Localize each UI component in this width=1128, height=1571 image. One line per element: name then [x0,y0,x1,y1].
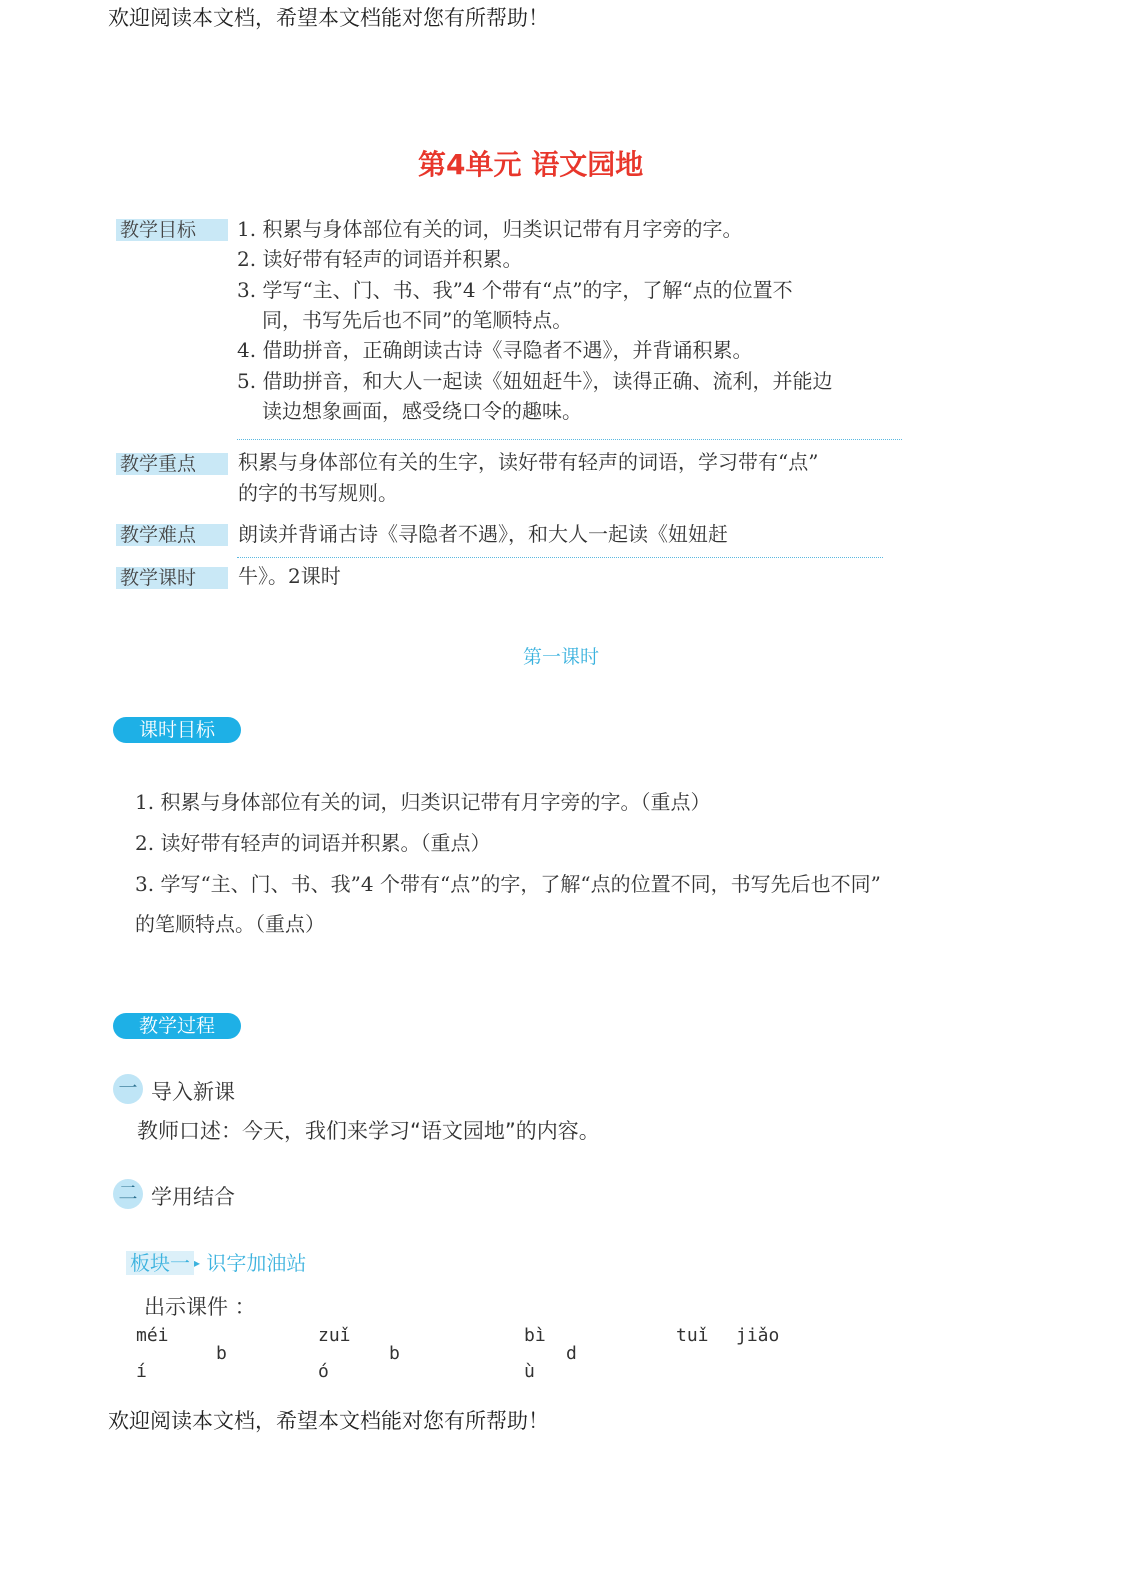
pinyin-o: ó [318,1361,329,1382]
lesson-goal-line-2: 2. 读好带有轻声的词语并积累。（重点） [135,831,491,855]
goal-line-3-cont: 同，书写先后也不同”的笔顺特点。 [262,308,573,332]
key-label: 教学重点 [116,453,228,475]
hours-label: 教学课时 [116,567,228,589]
step-1-title: 导入新课 [151,1080,235,1104]
goal-line-5: 5. 借助拼音，和大人一起读《妞妞赶牛》，读得正确、流利，并能边 [237,369,833,393]
goal-line-2: 2. 读好带有轻声的词语并积累。 [237,247,523,271]
block-1-label: 板块一 [126,1251,194,1275]
step-1-text: 教师口述：今天，我们来学习“语文园地”的内容。 [137,1119,600,1143]
header-note: 欢迎阅读本文档，希望本文档能对您有所帮助！ [108,6,549,30]
goal-line-5-cont: 读边想象画面，感受绕口令的趣味。 [262,399,582,423]
pinyin-d: d [566,1343,577,1364]
goal-line-3: 3. 学写“主、门、书、我”4 个带有“点”的字，了解“点的位置不 [237,278,793,302]
step-1-number: 一 [113,1074,143,1104]
goal-line-1: 1. 积累与身体部位有关的词，归类识记带有月字旁的字。 [237,217,743,241]
pinyin-bi: bì [524,1325,546,1346]
page-title: 第4单元 语文园地 [418,148,644,181]
process-pill: 教学过程 [113,1013,241,1039]
lesson-heading: 第一课时 [523,646,600,668]
courseware-label: 出示课件 ： [144,1295,256,1319]
difficulty-text: 朗读并背诵古诗《寻隐者不遇》，和大人一起读《妞妞赶 [238,522,728,546]
pinyin-u: ù [524,1361,535,1382]
footer-note: 欢迎阅读本文档，希望本文档能对您有所帮助！ [108,1409,549,1433]
goal-line-4: 4. 借助拼音，正确朗读古诗《寻隐者不遇》，并背诵积累。 [237,338,753,362]
lesson-goals-pill: 课时目标 [113,717,241,743]
pinyin-i: í [136,1361,147,1382]
lesson-goal-line-1: 1. 积累与身体部位有关的词，归类识记带有月字旁的字。（重点） [135,790,711,814]
pinyin-jiao: jiǎo [736,1325,780,1346]
divider [237,557,883,558]
pinyin-tui: tuǐ [676,1325,709,1346]
step-2-title: 学用结合 [151,1185,235,1209]
pinyin-mei: méi [136,1325,169,1346]
pinyin-b-1: b [216,1343,227,1364]
pinyin-b-2: b [389,1343,400,1364]
difficulty-label: 教学难点 [116,524,228,546]
hours-text: 牛》。2课时 [238,564,341,588]
block-1-tag [126,1247,306,1276]
divider [237,439,902,440]
key-line-2: 的字的书写规则。 [238,481,398,505]
goals-label: 教学目标 [116,219,228,241]
pinyin-zui: zuǐ [318,1325,351,1346]
block-1-title: 识字加油站 [206,1251,307,1275]
key-line-1: 积累与身体部位有关的生字，读好带有轻声的词语，学习带有“点” [238,450,819,474]
step-2-number: 二 [113,1179,143,1209]
lesson-goal-line-3: 3. 学写“主、门、书、我”4 个带有“点”的字，了解“点的位置不同，书写先后也不同” [135,872,881,896]
lesson-goal-line-3-cont: 的笔顺特点。（重点） [135,912,325,936]
arrow-right-icon: ▸ [194,1256,201,1270]
